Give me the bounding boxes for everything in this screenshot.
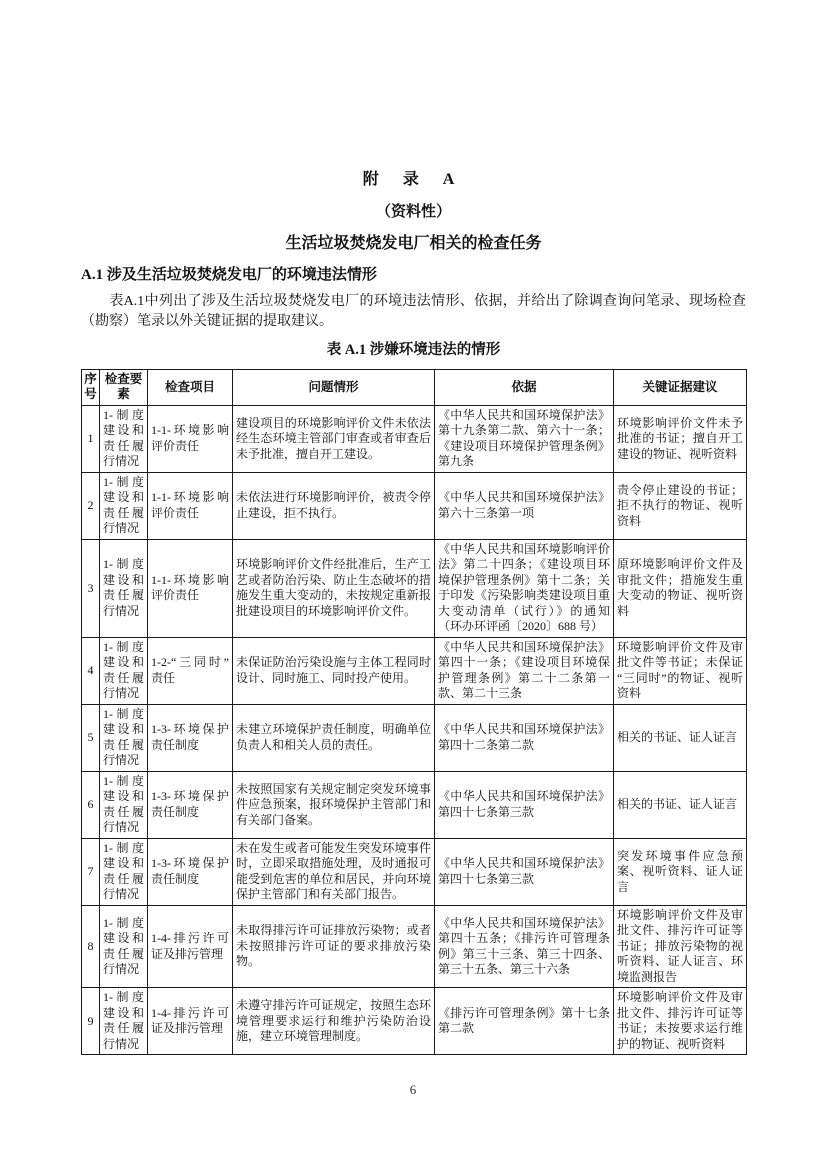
cell-situation: 未按照国家有关规定制定突发环境事件应急预案，报环境保护主管部门和有关部门备案。 [233,771,435,838]
cell-situation: 建设项目的环境影响评价文件未依法经生态环境主管部门审查或者审查后未予批准，擅自开工建设。 [233,405,435,472]
cell-item: 1-4-排污许可证及排污管理 [148,988,233,1055]
cell-basis: 《中华人民共和国环境保护法》第四十一条；《建设项目环境保护管理条例》第二十二条第一款、第二十三条 [435,637,614,704]
cell-situation: 未取得排污许可证排放污染物；或者未按照排污许可证的要求排放污染物。 [233,905,435,988]
cell-no: 1 [82,405,100,472]
cell-item: 1-3-环境保护责任制度 [148,704,233,771]
cell-item: 1-3-环境保护责任制度 [148,838,233,905]
cell-situation: 环境影响评价文件经批准后，生产工艺或者防治污染、防止生态破坏的措施发生重大变动的，未按规定重新报批建设项目的环境影响评价文件。 [233,539,435,637]
cell-element: 1-制度建设和责任履行情况 [100,771,148,838]
cell-evidence: 相关的书证、证人证言 [614,771,747,838]
cell-no: 6 [82,771,100,838]
header-no: 序号 [82,369,100,405]
table-row [82,905,747,988]
appendix-label: 附 录 A [362,171,465,188]
cell-element: 1-制度建设和责任履行情况 [100,905,148,988]
cell-evidence: 原环境影响评价文件及审批文件；措施发生重大变动的物证、视听资料 [614,539,747,637]
cell-item: 1-3-环境保护责任制度 [148,771,233,838]
cell-evidence: 相关的书证、证人证言 [614,704,747,771]
cell-basis: 《中华人民共和国环境保护法》第四十七条第三款 [435,771,614,838]
table-caption: 表 A.1 涉嫌环境违法的情形 [326,342,501,359]
cell-evidence: 环境影响评价文件未予批准的书证；擅自开工建设的物证、视听资料 [614,405,747,472]
header-situation: 问题情形 [233,369,435,405]
cell-element: 1-制度建设和责任履行情况 [100,405,148,472]
section-heading: A.1 涉及生活垃圾焚烧发电厂的环境违法情形 [81,267,377,284]
cell-item: 1-1-环境影响评价责任 [148,405,233,472]
cell-no: 7 [82,838,100,905]
header-basis: 依据 [435,369,614,405]
cell-basis: 《中华人民共和国环境影响评价法》第二十四条；《建设项目环境保护管理条例》第十二条；关于印发《污染影响类建设项目重大变动清单（试行）》的通知（环办环评函〔2020〕688 号） [435,539,614,637]
cell-item: 1-4-排污许可证及排污管理 [148,905,233,988]
cell-element: 1-制度建设和责任履行情况 [100,539,148,637]
cell-no: 5 [82,704,100,771]
cell-basis: 《中华人民共和国环境保护法》第四十五条；《排污许可管理条例》第三十三条、第三十四条、第三十五条、第三十六条 [435,905,614,988]
cell-basis: 《中华人民共和国环境保护法》第十九条第二款、第六十一条；《建设项目环境保护管理条例》第九条 [435,405,614,472]
cell-situation: 未在发生或者可能发生突发环境事件时，立即采取措施处理，及时通报可能受到危害的单位和居民，并向环境保护主管部门和有关部门报告。 [233,838,435,905]
intro-paragraph [81,292,746,332]
cell-no: 8 [82,905,100,988]
cell-situation: 未依法进行环境影响评价，被责令停止建设，拒不执行。 [233,472,435,539]
cell-situation: 未遵守排污许可证规定，按照生态环境管理要求运行和维护污染防治设施，建立环境管理制度。 [233,988,435,1055]
table-row [82,472,747,539]
cell-no: 2 [82,472,100,539]
cell-basis: 《排污许可管理条例》第十七条第二款 [435,988,614,1055]
cell-no: 3 [82,539,100,637]
cell-element: 1-制度建设和责任履行情况 [100,637,148,704]
cell-element: 1-制度建设和责任履行情况 [100,704,148,771]
intro-paragraph-text: 表A.1中列出了涉及生活垃圾焚烧发电厂的环境违法情形、依据，并给出了除调查询问笔录、现场检查（勘察）笔录以外关键证据的提取建议。 [81,294,746,330]
cell-no: 4 [82,637,100,704]
cell-no: 9 [82,988,100,1055]
cell-evidence: 环境影响评价文件及审批文件等书证；未保证“三同时”的物证、视听资料 [614,637,747,704]
header-item: 检查项目 [148,369,233,405]
cell-evidence: 环境影响评价文件及审批文件、排污许可证等书证；排放污染物的视听资料、证人证言、环境监测报告 [614,905,747,988]
cell-basis: 《中华人民共和国环境保护法》第四十二条第二款 [435,704,614,771]
cell-item: 1-1-环境影响评价责任 [148,539,233,637]
cell-evidence: 环境影响评价文件及审批文件、排污许可证等书证；未按要求运行维护的物证、视听资料 [614,988,747,1055]
header-element: 检查要素 [100,369,148,405]
table-row [82,988,747,1055]
normative-label: （资料性） [375,204,451,221]
violations-table [81,369,747,1056]
table-row [82,637,747,704]
document-title: 生活垃圾焚烧发电厂相关的检查任务 [285,235,542,253]
table-row [82,539,747,637]
cell-basis: 《中华人民共和国环境保护法》第四十七条第三款 [435,838,614,905]
table-row [82,704,747,771]
cell-item: 1-2-“三同时”责任 [148,637,233,704]
page-number: 6 [409,1082,417,1097]
table-header-row [82,369,747,405]
cell-situation: 未建立环境保护责任制度，明确单位负责人和相关人员的责任。 [233,704,435,771]
cell-element: 1-制度建设和责任履行情况 [100,988,148,1055]
table-row [82,838,747,905]
cell-basis: 《中华人民共和国环境保护法》第六十三条第一项 [435,472,614,539]
table-row [82,771,747,838]
cell-evidence: 责令停止建设的书证；拒不执行的物证、视听资料 [614,472,747,539]
cell-element: 1-制度建设和责任履行情况 [100,838,148,905]
table-row [82,405,747,472]
cell-situation: 未保证防治污染设施与主体工程同时设计、同时施工、同时投产使用。 [233,637,435,704]
cell-evidence: 突发环境事件应急预案、视听资料、证人证言 [614,838,747,905]
cell-item: 1-1-环境影响评价责任 [148,472,233,539]
header-evidence: 关键证据建议 [614,369,747,405]
cell-element: 1-制度建设和责任履行情况 [100,472,148,539]
